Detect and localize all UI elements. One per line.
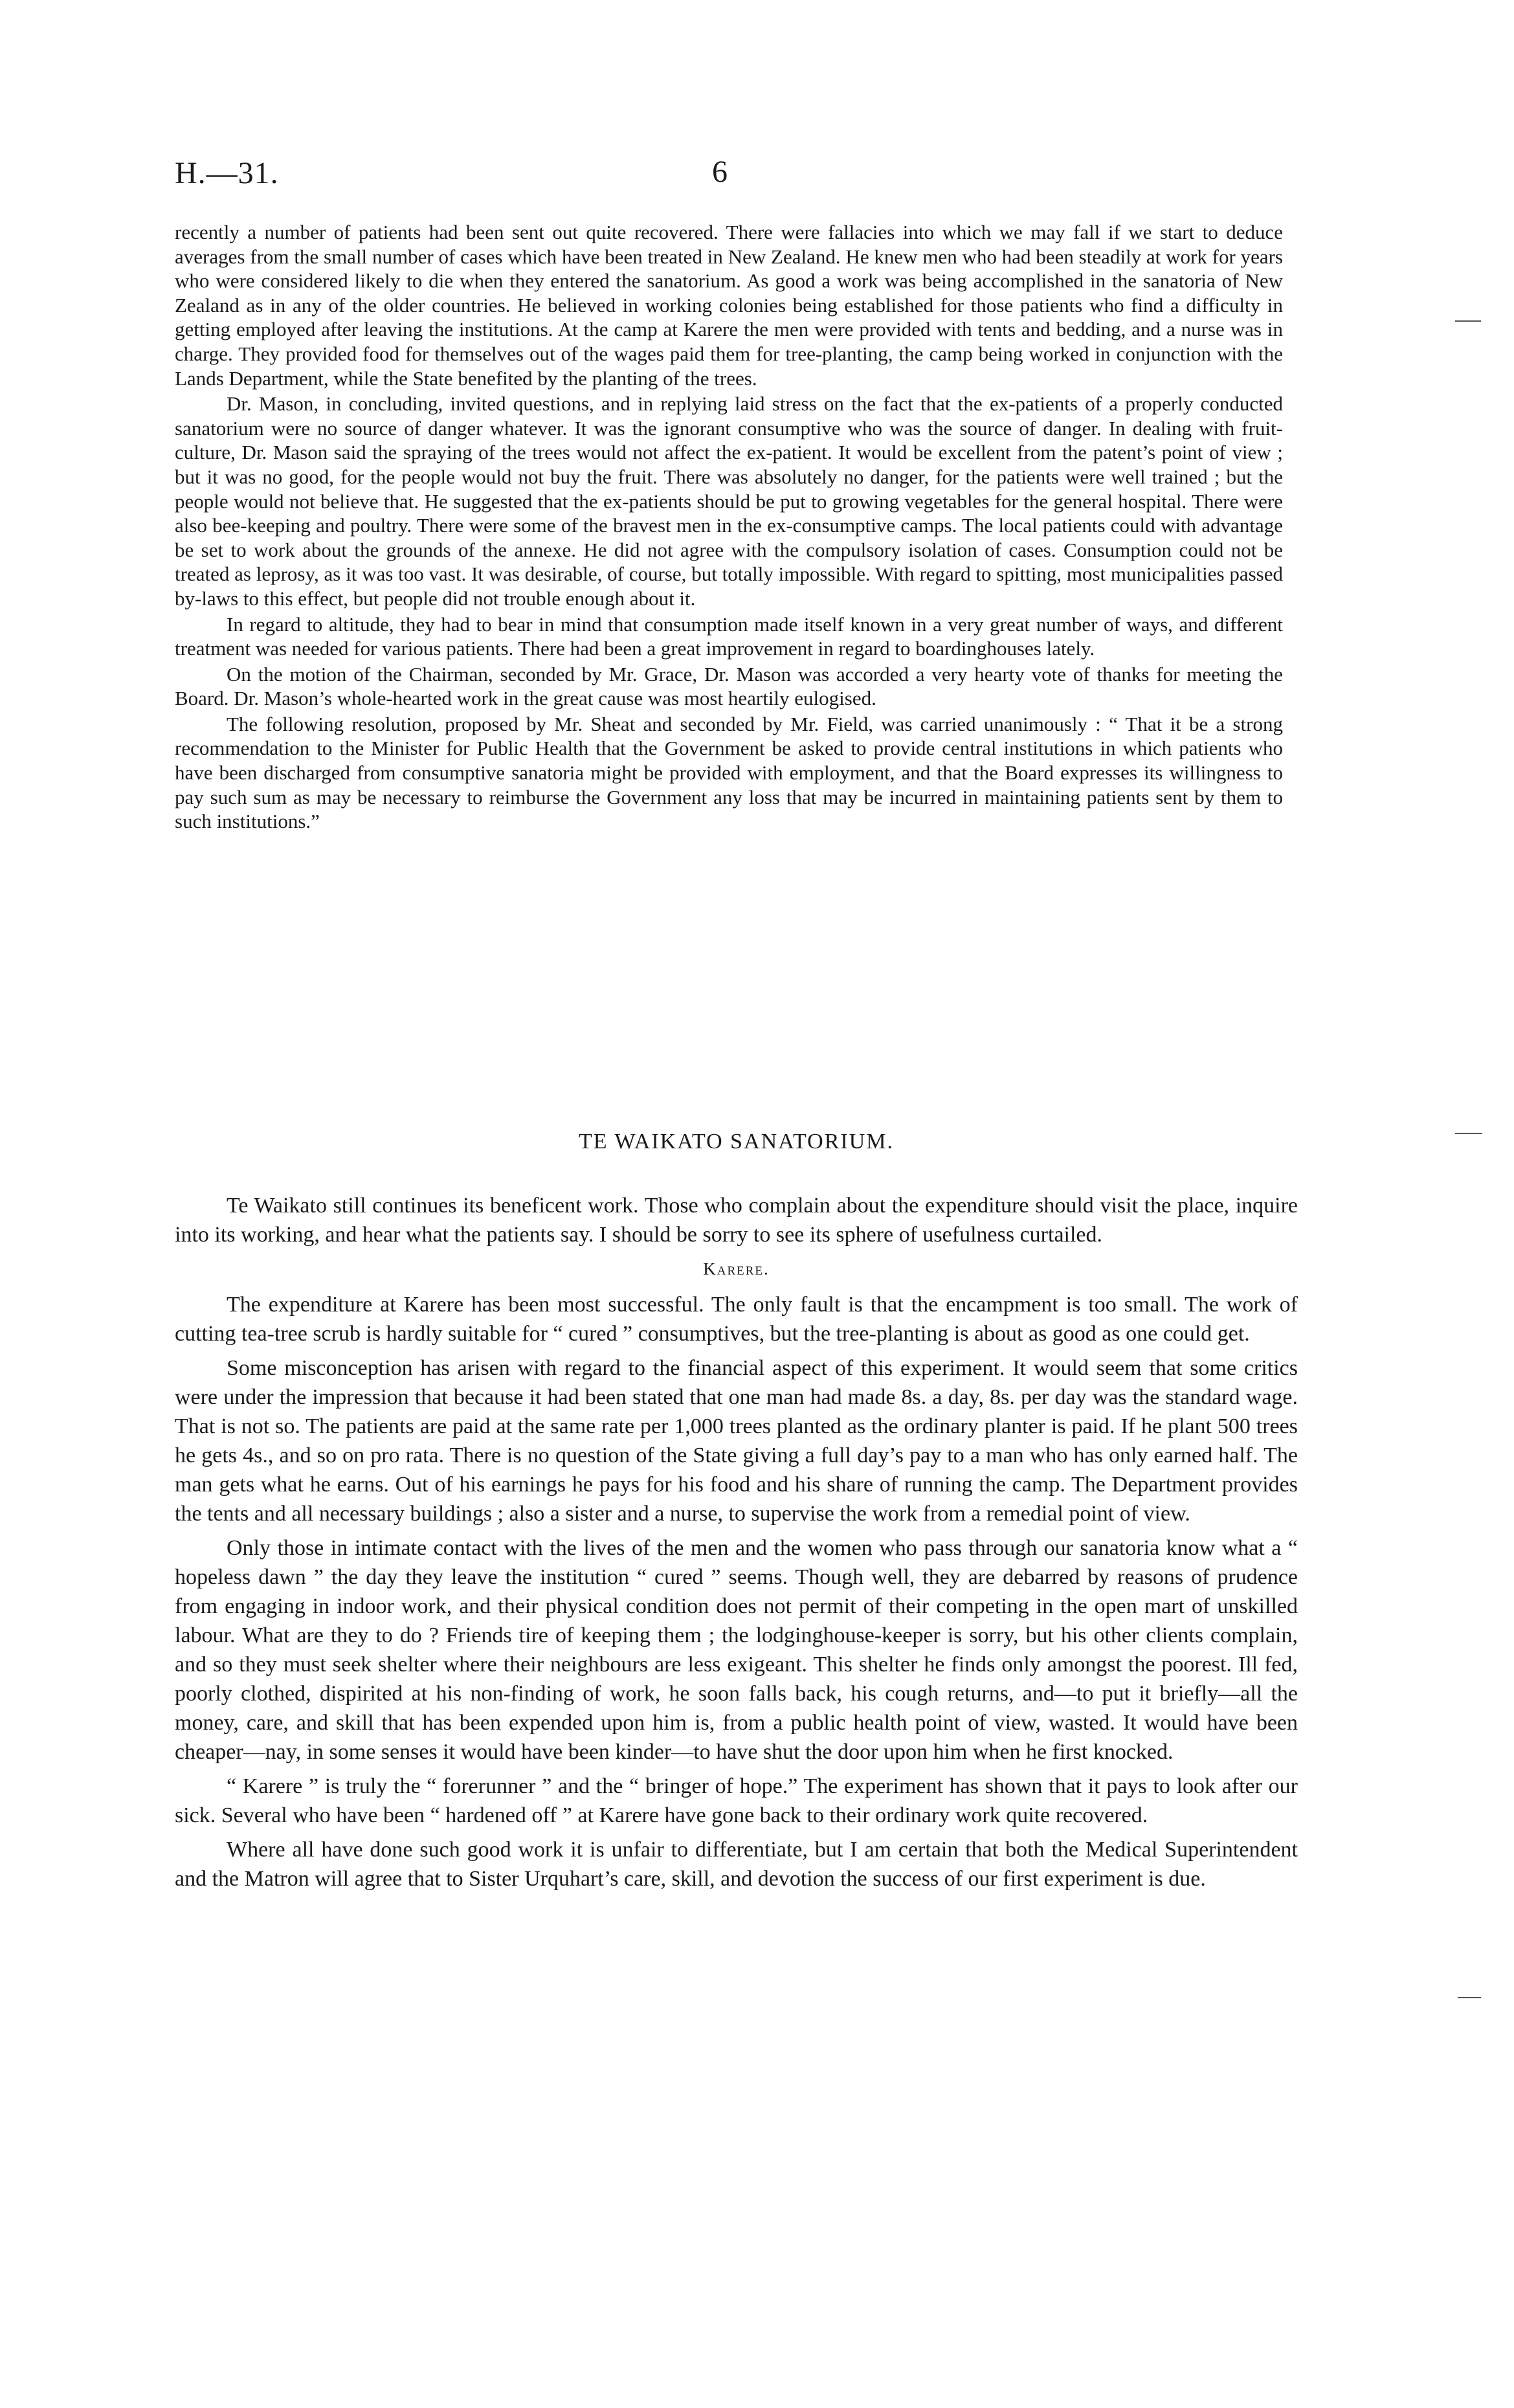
margin-mark	[1455, 1133, 1482, 1134]
paragraph: The expenditure at Karere has been most successful. The only fault is that the encampment is too small. The work of cutting tea-tree scrub is hardly suitable for “ cured ” consumptives, but the tree-planting is about as good as one could get.	[175, 1293, 1298, 1346]
section-heading: TE WAIKATO SANATORIUM.	[579, 1130, 894, 1154]
margin-mark	[1455, 320, 1481, 322]
paragraph: Dr. Mason, in concluding, invited questions, and in replying laid stress on the fact that the ex-patients of a properly conducted sanatorium were no source of danger whatever. It was the ignorant consumptive who was the source of danger. In dealing with fruit-culture, Dr. Mason said the spraying of the trees would not affect the ex-patient. It would be excellent from the patent’s point of view ; but it was no good, for the people would not buy the fruit. There was absolutely no danger, for the patients were well trained ; but the people would not believe that. He suggested that the ex-patients should be put to growing vegetables for the general hospital. There were also bee-keeping and poultry. There were some of the bravest men in the ex-consumptive camps. The local patients could with advantage be set to work about the grounds of the annexe. He did not agree with the compulsory isolation of cases. Consumption could not be treated as leprosy, as it was too vast. It was desirable, of course, but totally impossible. With regard to spitting, most municipalities passed by-laws to this effect, but people did not trouble enough about it.	[175, 392, 1283, 610]
paragraph: Some misconception has arisen with regard to the financial aspect of this experiment. It would seem that some critics were under the impression that because it had been stated that one man had made 8s. a day, 8s. per day was the standard wage. That is not so. The patients are paid at the same rate per 1,000 trees planted as the ordinary planter is paid. If he plant 500 trees he gets 4s., and so on pro rata. There is no question of the State giving a full day’s pay to a man who has only earned half. The man gets what he earns. Out of his earnings he pays for his food and his share of running the camp. The Department provides the tents and all necessary buildings ; also a sister and a nurse, to supervise the work from a remedial point of view.	[175, 1356, 1298, 1526]
paragraph: Only those in intimate contact with the lives of the men and the women who pass through our sanatoria know what a “ hopeless dawn ” the day they leave the institution “ cured ” seems. Though well, they are debarred by reasons of prudence from engaging in indoor work, and their physical condition does not permit of their competing in the open mart of unskilled labour. What are they to do ? Friends tire of keeping them ; the lodginghouse-keeper is sorry, but his other clients complain, and so they must seek shelter where their neighbours are less exigeant. This shelter he finds only amongst the poorest. Ill fed, poorly clothed, dispirited at his non-finding of work, he soon falls back, his cough returns, and—to put it briefly—all the money, care, and skill that has been expended upon him is, from a public health point of view, wasted. It would have been cheaper—nay, in some senses it would have been kinder—to have shut the door upon him when he first knocked.	[175, 1536, 1298, 1764]
sanatorium-section	[175, 1191, 1298, 1899]
meeting-report-section	[175, 220, 1283, 835]
paragraph: The following resolution, proposed by Mr. Sheat and seconded by Mr. Field, was carried unanimously : “ That it be a strong recommendation to the Minister for Public Health that the Government be asked to provide central institutions in which patients who have been discharged from consumptive sanatoria might be provided with employment, and that the Board expresses its willingness to pay such sum as may be necessary to reimburse the Government any loss that may be incurred in maintaining patients sent by them to such institutions.”	[175, 712, 1283, 833]
document-reference: H.—31.	[175, 156, 279, 190]
intro-paragraph: Te Waikato still continues its beneficent work. Those who complain about the expenditure should visit the place, inquire into its working, and hear what the patients say. I should be sorry to see its sphere of usefulness curtailed.	[175, 1194, 1298, 1247]
page-number: 6	[712, 155, 728, 189]
paragraph: “ Karere ” is truly the “ forerunner ” and the “ bringer of hope.” The experiment has shown that it pays to look after our sick. Several who have been “ hardened off ” at Karere have gone back to their ordinary work quite recovered.	[175, 1774, 1298, 1827]
paragraph: On the motion of the Chairman, seconded by Mr. Grace, Dr. Mason was accorded a very hearty vote of thanks for meeting the Board. Dr. Mason’s whole-hearted work in the great cause was most heartily eulogised.	[175, 662, 1283, 710]
subsection-heading: Karere.	[703, 1259, 770, 1278]
margin-mark	[1458, 1997, 1481, 1998]
paragraph: Where all have done such good work it is unfair to differentiate, but I am certain that both the Medical Superintendent and the Matron will agree that to Sister Urquhart’s care, skill, and devotion the success of our first experiment is due.	[175, 1838, 1298, 1891]
paragraph: In regard to altitude, they had to bear in mind that consumption made itself known in a very great number of ways, and different treatment was needed for various patients. There had been a great improvement in regard to boardinghouses lately.	[175, 612, 1283, 660]
paragraph: recently a number of patients had been sent out quite recovered. There were fallacies into which we may fall if we start to deduce averages from the small number of cases which have been treated in New Zealand. He knew men who had been steadily at work for years who were considered likely to die when they entered the sanatorium. As good a work was being accomplished in the sanatoria of New Zealand as in any of the older countries. He believed in working colonies being established for those patients who find a difficulty in getting employed after leaving the institutions. At the camp at Karere the men were provided with tents and bedding, and a nurse was in charge. They provided food for themselves out of the wages paid them for tree-planting, the camp being worked in conjunction with the Lands Department, while the State benefited by the planting of the trees.	[175, 221, 1283, 390]
